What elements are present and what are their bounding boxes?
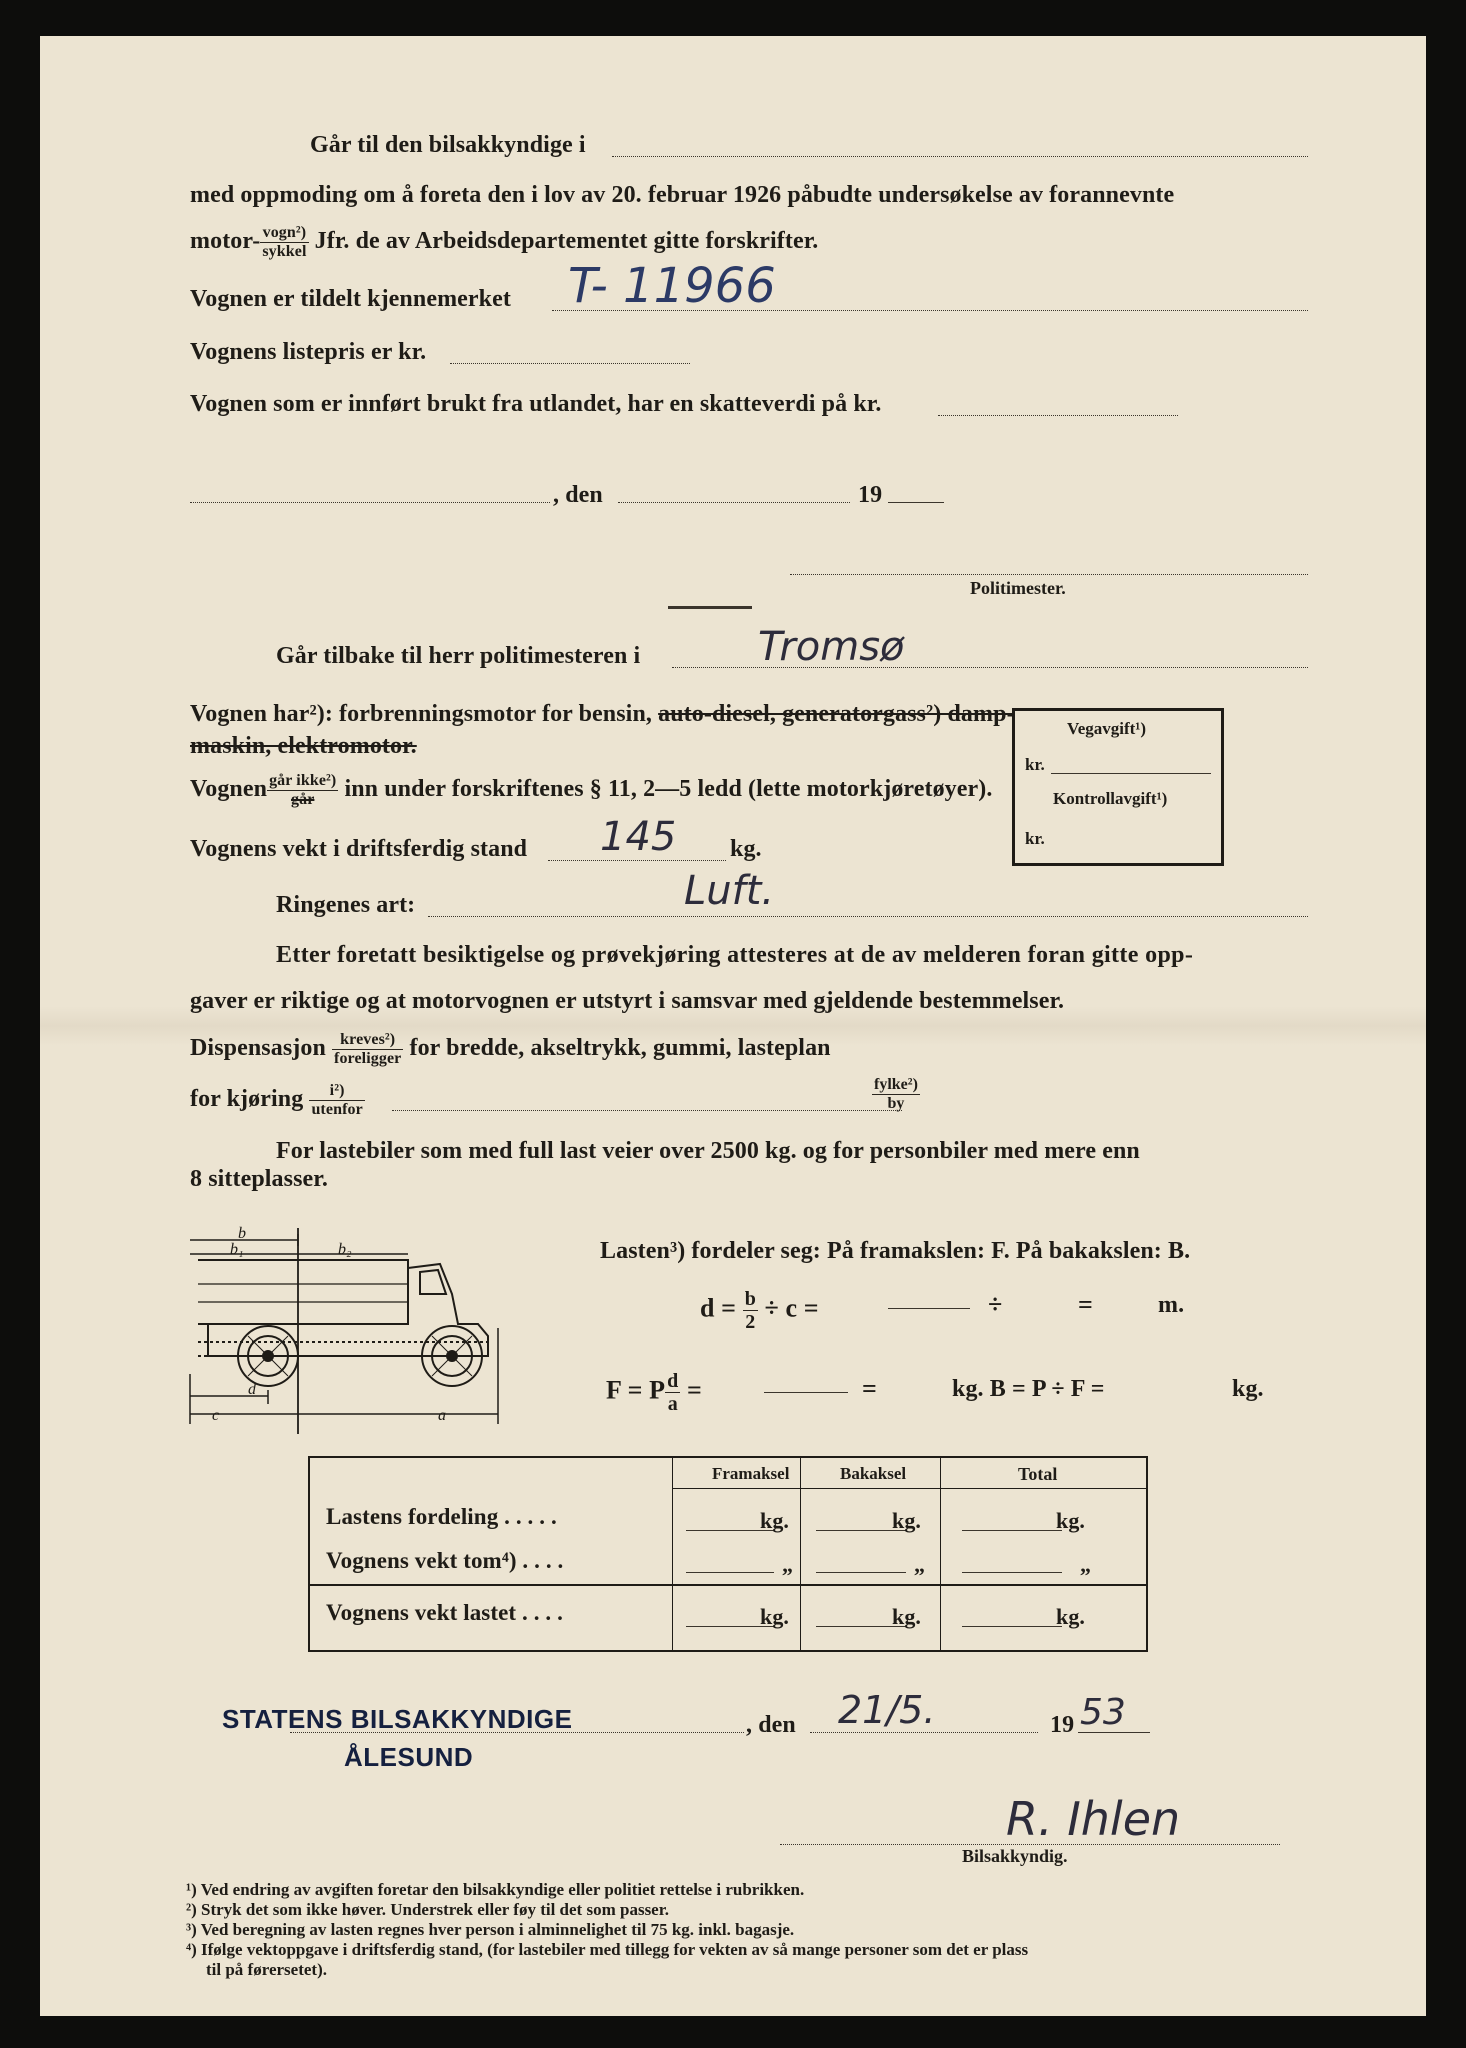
vekt-label: Vognens vekt i driftsferdig stand: [190, 836, 528, 862]
row-lastens-fram-unit: kg.: [760, 1508, 790, 1533]
vognen-har-text: Vognen har²): forbrenningsmotor for bensin,: [190, 701, 652, 727]
formula-d-post: ÷ c =: [764, 1293, 819, 1323]
row-lastens-bak-unit: kg.: [892, 1508, 922, 1533]
aar-handwritten: 53: [1080, 1692, 1126, 1733]
formula-d-eq: =: [1078, 1290, 1093, 1319]
foreligger-text: foreligger: [334, 1050, 402, 1067]
formula-kg: kg.: [1232, 1376, 1264, 1402]
form-page: [40, 36, 1426, 2016]
row-vekt-tom-label: Vognens vekt tom⁴) . . . .: [326, 1548, 564, 1573]
vekt-value: 145: [600, 814, 677, 860]
for-kjoring-line: [190, 1082, 365, 1119]
kjoring-field[interactable]: [392, 1110, 902, 1111]
aar-label-1: 19: [858, 482, 883, 508]
gaar-til-label: Går til den bilsakkyndige i: [310, 132, 586, 158]
table-inner: [310, 1458, 1146, 1650]
d-over-a: [665, 1370, 680, 1415]
row-vekt-tom-total-field[interactable]: [962, 1572, 1062, 1573]
motor-prefix: motor-: [190, 228, 261, 255]
vegavgift-field[interactable]: [1051, 773, 1211, 774]
den-label-2: , den: [746, 1712, 796, 1738]
vegavgift-label: Vegavgift¹): [1067, 719, 1147, 738]
formula-f-eq2: =: [862, 1374, 877, 1403]
row-vekt-lastet-total-field[interactable]: [962, 1626, 1062, 1627]
dispensasjon-line: [190, 1031, 831, 1068]
for-bredde-text: for bredde, akseltrykk, gummi, lasteplan: [409, 1035, 831, 1062]
stamp-line-2: ÅLESUND: [344, 1742, 474, 1772]
vogn-text: vogn²): [260, 224, 308, 243]
footnote-3: ³) Ved beregning av lasten regnes hver person i alminnelighet til 75 kg. inkl. bagasje.: [186, 1920, 795, 1939]
vognen-har-line: [190, 701, 1015, 728]
stamp-place-field[interactable]: [290, 1732, 744, 1733]
gaar-til-field[interactable]: [612, 156, 1308, 157]
formula-d-div: ÷: [988, 1290, 1003, 1319]
footnote-2: ²) Stryk det som ikke høver. Understrek eller føy til det som passer.: [186, 1900, 669, 1919]
col-divider-1: [672, 1458, 673, 1650]
signature-handwritten: R. Ihlen: [1006, 1792, 1181, 1846]
ringenes-field[interactable]: [428, 916, 1308, 917]
kreves-text: kreves²): [332, 1031, 403, 1050]
d-num: d: [667, 1370, 679, 1392]
distribution-table: [308, 1456, 1148, 1652]
struck-motor-types-2: maskin, elektromotor.: [190, 733, 417, 759]
formula-f-pre: F = P: [606, 1375, 666, 1405]
row-vekt-tom-fram-unit: „: [782, 1552, 794, 1577]
col-divider-3: [940, 1458, 941, 1650]
formula-f-blank[interactable]: [764, 1392, 848, 1393]
col-divider-2: [800, 1458, 801, 1650]
formula-d-pre: d =: [700, 1293, 737, 1323]
header-divider: [672, 1488, 1146, 1489]
fylke-by: [872, 1076, 920, 1113]
row-vekt-tom-bak-unit: „: [914, 1552, 926, 1577]
row-vekt-tom-fram-field[interactable]: [686, 1572, 774, 1573]
gaar-tilbake-label: Går tilbake til herr politimesteren i: [276, 643, 641, 669]
kjennemerke-value: T- 11966: [568, 258, 776, 314]
row-vekt-lastet-bak-unit: kg.: [892, 1604, 922, 1629]
for-kjoring-label: for kjøring: [190, 1086, 304, 1113]
signature-field[interactable]: [780, 1844, 1280, 1845]
ringenes-label: Ringenes art:: [276, 892, 416, 918]
etter-text-1: Etter foretatt besiktigelse og prøvekjøring attesteres at de av melderen foran gitte opp-: [276, 942, 1194, 968]
lasten-text: Lasten³) fordeler seg: På framakslen: F. På bakakslen: B.: [600, 1238, 1191, 1264]
dispensasjon-label: Dispensasjon: [190, 1035, 326, 1062]
row-vekt-lastet-fram-unit: kg.: [760, 1604, 790, 1629]
b-over-2: [743, 1288, 758, 1333]
fylke-by-fraction: [872, 1076, 920, 1113]
row-vekt-lastet-label: Vognens vekt lastet . . . .: [326, 1600, 563, 1625]
lastebiler-text-2: 8 sitteplasser.: [190, 1166, 328, 1192]
formula-b-part: kg. B = P ÷ F =: [952, 1376, 1105, 1402]
row-lastens-total-field[interactable]: [962, 1530, 1062, 1531]
politimester-signature-field[interactable]: [790, 574, 1308, 575]
header-framaksel: Framaksel: [712, 1464, 790, 1483]
stamp-line-1: STATENS BILSAKKYNDIGE: [222, 1704, 573, 1734]
politimester-label: Politimester.: [970, 578, 1066, 598]
date-field-1[interactable]: [618, 502, 850, 503]
aar-label-2: 19: [1050, 1712, 1075, 1738]
date-handwritten: 21/5.: [838, 1688, 936, 1732]
place-handwritten: Tromsø: [758, 624, 905, 670]
row-vekt-tom-bak-field[interactable]: [816, 1572, 906, 1573]
aar-field-1[interactable]: [888, 502, 944, 503]
formula-d-m: m.: [1158, 1292, 1185, 1318]
place-field[interactable]: [190, 502, 550, 503]
footnote-4: ⁴) Ifølge vektoppgave i driftsferdig stand, (for lastebiler med tillegg for vekten av så mange personer som det er plass: [186, 1940, 1029, 1959]
etter-text-2: gaver er riktige og at motorvognen er utstyrt i samsvar med gjeldende bestemmelser.: [190, 988, 1065, 1014]
kr-label-2: kr.: [1025, 829, 1045, 848]
by-text: by: [887, 1095, 905, 1112]
ringenes-value: Luft.: [684, 868, 775, 914]
listepris-field[interactable]: [450, 363, 690, 364]
diagram-label-d: d: [248, 1381, 256, 1398]
listepris-label: Vognens listepris er kr.: [190, 339, 427, 365]
fylke-text: fylke²): [874, 1076, 918, 1093]
truck-diagram: [188, 1224, 568, 1434]
i-text: i²): [309, 1082, 364, 1101]
struck-motor-types-1: auto-diesel, generatorgass²) damp-: [658, 701, 1015, 727]
row-vekt-lastet-total-unit: kg.: [1056, 1604, 1086, 1629]
b-num: b: [744, 1288, 756, 1310]
row-vekt-tom-total-unit: „: [1080, 1552, 1092, 1577]
gaar-fraction: [267, 772, 338, 809]
formula-d-blank-1[interactable]: [888, 1308, 970, 1309]
header-bakaksel: Bakaksel: [840, 1464, 907, 1483]
date-field-2[interactable]: [810, 1732, 1038, 1733]
formula-d: [700, 1288, 819, 1333]
formula-f-eq1: =: [686, 1375, 702, 1405]
diagram-label-a: a: [438, 1407, 446, 1424]
a-den: a: [667, 1393, 678, 1415]
diagram-label-b2: b₂: [338, 1241, 352, 1258]
sykkel-text: sykkel: [262, 243, 307, 260]
diagram-label-c: c: [212, 1407, 220, 1424]
vognen-label: Vognen: [190, 776, 268, 803]
lastebiler-text-1: For lastebiler som med full last veier over 2500 kg. og for personbiler med mere enn: [276, 1138, 1140, 1164]
kontrollavgift-label: Kontrollavgift¹): [1053, 789, 1168, 808]
footnote-4-cont: til på førersetet).: [206, 1960, 327, 1979]
footnote-1: ¹) Ved endring av avgiften foretar den bilsakkyndige eller politiet rettelse i rubrikken.: [186, 1880, 805, 1899]
innfort-label: Vognen som er innført brukt fra utlandet, har en skatteverdi på kr.: [190, 391, 882, 417]
section-divider: [668, 606, 752, 609]
inn-under-post: § 11, 2—5 ledd (lette motorkjøretøyer).: [589, 776, 993, 803]
gaar-text: går: [291, 791, 315, 808]
row-lastens-label: Lastens fordeling . . . . .: [326, 1504, 557, 1529]
vekt-field[interactable]: [548, 860, 726, 861]
vogn-sykkel-fraction: [260, 224, 308, 261]
kreves-fraction: [332, 1031, 403, 1068]
fee-box: [1012, 708, 1224, 866]
total-divider: [310, 1584, 1146, 1586]
kjennemerke-label: Vognen er tildelt kjennemerket: [190, 286, 511, 312]
i-utenfor-fraction: [309, 1082, 364, 1119]
oppmoding-text: med oppmoding om å foreta den i lov av 20. februar 1926 påbudte undersøkelse av forannevnte: [190, 182, 1175, 208]
vekt-unit: kg.: [730, 836, 762, 862]
utenfor-text: utenfor: [311, 1101, 363, 1118]
diagram-label-b1: b₁: [230, 1241, 244, 1258]
kr-label-1: kr.: [1025, 755, 1045, 774]
header-total: Total: [1018, 1464, 1058, 1484]
motor-line: [190, 224, 818, 261]
two-den: 2: [745, 1311, 756, 1333]
inn-under-pre: inn under forskriftenes: [344, 776, 584, 803]
bilsakkyndig-label: Bilsakkyndig.: [962, 1846, 1068, 1866]
jfr-text: Jfr. de av Arbeidsdepartementet gitte forskrifter.: [314, 228, 819, 255]
gaar-ikke-text: går ikke²): [269, 772, 337, 789]
truck-bed: [198, 1260, 408, 1324]
formula-f: [606, 1370, 702, 1415]
diagram-label-b: b: [238, 1225, 246, 1242]
innfort-field[interactable]: [938, 415, 1178, 416]
den-label-1: , den: [553, 482, 603, 508]
row-lastens-total-unit: kg.: [1056, 1508, 1086, 1533]
gaar-line: [190, 772, 992, 809]
